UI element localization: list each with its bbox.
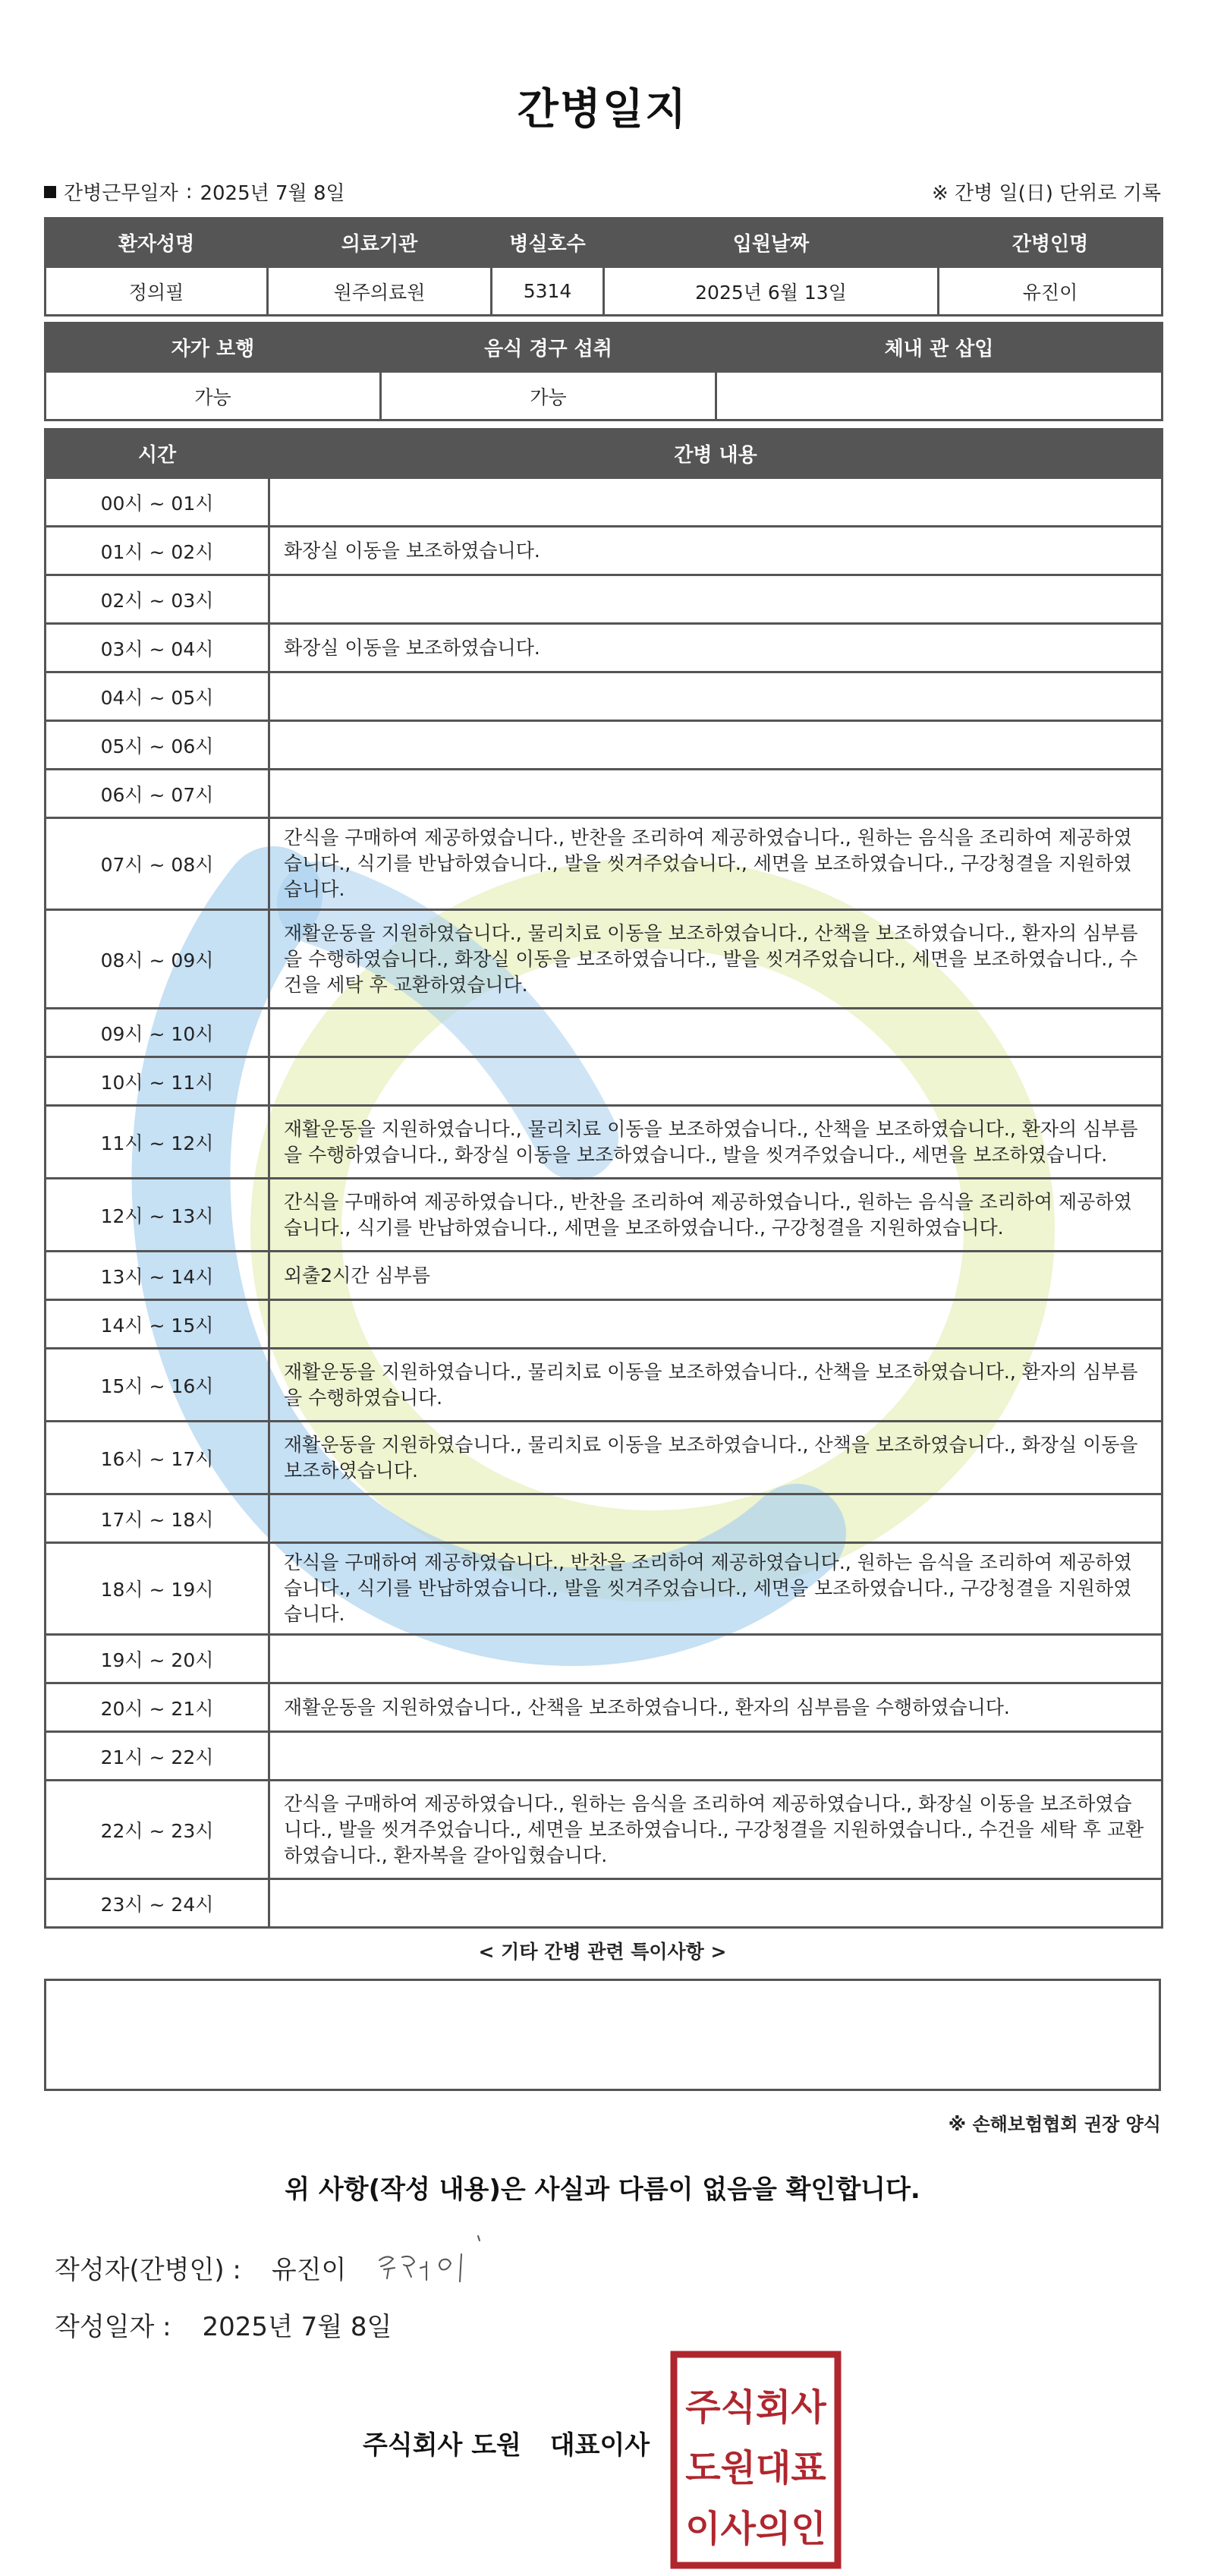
handwritten-signature (372, 2231, 493, 2292)
care-log-row (46, 818, 1163, 910)
header-oral-intake: 음식 경구 섭취 (381, 323, 716, 372)
care-log-time: 11시 ~ 12시 (46, 1106, 269, 1179)
care-log-content (269, 1879, 1163, 1928)
care-log-row (46, 1106, 1163, 1179)
seal-line-1: 주식회사 (685, 2386, 826, 2429)
admission-date: 2025년 6월 13일 (604, 267, 939, 316)
special-notes-label: < 기타 간병 관련 특이사항 > (478, 1941, 727, 1963)
writer-label: 작성자(간병인) : (55, 2255, 241, 2285)
care-log-time: 13시 ~ 14시 (46, 1252, 269, 1300)
care-log-time: 18시 ~ 19시 (46, 1543, 269, 1635)
header-hospital: 의료기관 (268, 219, 492, 267)
header-care-content: 간병 내용 (269, 430, 1163, 478)
care-log-content: 화장실 이동을 보조하였습니다. (269, 624, 1163, 672)
write-date-value: 2025년 7월 8일 (202, 2312, 392, 2342)
work-date-value: 2025년 7월 8일 (200, 182, 345, 205)
care-log-header-row (46, 430, 1163, 478)
document-title: 간병일지 (517, 85, 688, 134)
care-log-content (269, 721, 1163, 770)
care-log-content (269, 575, 1163, 624)
care-log-time: 08시 ~ 09시 (46, 910, 269, 1009)
caregiver-name: 유진이 (939, 267, 1163, 316)
ability-info-table (44, 322, 1163, 421)
care-log-content: 재활운동을 지원하였습니다., 물리치료 이동을 보조하였습니다., 산책을 보조하였습니다., 환자의 심부름을 수행하였습니다. (269, 1349, 1163, 1422)
header-time: 시간 (46, 430, 269, 478)
writer-name: 유진이 (271, 2255, 347, 2285)
care-log-content (269, 1009, 1163, 1057)
care-log-row (46, 1879, 1163, 1928)
room-number: 5314 (492, 267, 604, 316)
patient-name: 정의필 (46, 267, 268, 316)
care-log-content: 재활운동을 지원하였습니다., 물리치료 이동을 보조하였습니다., 산책을 보조하였습니다., 화장실 이동을 보조하였습니다. (269, 1422, 1163, 1494)
care-log-time: 14시 ~ 15시 (46, 1300, 269, 1349)
care-log-content (269, 478, 1163, 527)
care-log-time: 19시 ~ 20시 (46, 1635, 269, 1683)
care-log-content: 재활운동을 지원하였습니다., 물리치료 이동을 보조하였습니다., 산책을 보조하였습니다., 환자의 심부름을 수행하였습니다., 화장실 이동을 보조하였습니다., 발을 씻겨주었습니다., 세면을 보조하였습니다. (269, 1106, 1163, 1179)
care-log-time: 01시 ~ 02시 (46, 527, 269, 575)
care-log-table (44, 428, 1163, 1929)
care-log-row (46, 1683, 1163, 1732)
patient-info-value-row (46, 267, 1163, 316)
care-log-time: 06시 ~ 07시 (46, 770, 269, 818)
work-date-separator: : (185, 180, 193, 203)
care-log-content: 간식을 구매하여 제공하였습니다., 반찬을 조리하여 제공하였습니다., 원하는 음식을 조리하여 제공하였습니다., 식기를 반납하였습니다., 세면을 보조하였습니다., 구강청결을 지원하였습니다. (269, 1179, 1163, 1252)
care-log-body (46, 478, 1163, 1928)
care-log-row (46, 1732, 1163, 1781)
care-log-row (46, 1057, 1163, 1106)
care-log-row (46, 575, 1163, 624)
care-log-time: 07시 ~ 08시 (46, 818, 269, 910)
work-date (44, 178, 345, 206)
seal-line-2: 도원대표 (685, 2447, 826, 2489)
care-log-time: 15시 ~ 16시 (46, 1349, 269, 1422)
care-log-content: 화장실 이동을 보조하였습니다. (269, 527, 1163, 575)
care-log-time: 09시 ~ 10시 (46, 1009, 269, 1057)
header-self-walking: 자가 보행 (46, 323, 381, 372)
care-log-content: 외출2시간 심부름 (269, 1252, 1163, 1300)
care-log-time: 21시 ~ 22시 (46, 1732, 269, 1781)
care-log-content (269, 1057, 1163, 1106)
header-room-number: 병실호수 (492, 219, 604, 267)
bullet-square-icon (44, 186, 56, 198)
write-date-line (55, 2306, 392, 2343)
care-log-row (46, 1009, 1163, 1057)
care-log-time: 02시 ~ 03시 (46, 575, 269, 624)
care-log-content (269, 1300, 1163, 1349)
care-log-row (46, 910, 1163, 1009)
header-patient-name: 환자성명 (46, 219, 268, 267)
care-log-time: 12시 ~ 13시 (46, 1179, 269, 1252)
care-log-row (46, 1781, 1163, 1879)
care-log-time: 17시 ~ 18시 (46, 1494, 269, 1543)
care-log-row (46, 1349, 1163, 1422)
care-log-row (46, 527, 1163, 575)
care-log-time: 20시 ~ 21시 (46, 1683, 269, 1732)
care-log-row (46, 1179, 1163, 1252)
care-log-content (269, 672, 1163, 721)
care-log-time: 22시 ~ 23시 (46, 1781, 269, 1879)
confirmation-statement: 위 사항(작성 내용)은 사실과 다름이 없음을 확인합니다. (285, 2174, 920, 2205)
care-log-row (46, 1300, 1163, 1349)
self-walking-value: 가능 (46, 372, 381, 420)
care-log-row (46, 1635, 1163, 1683)
company-name: 주식회사 도원 (363, 2430, 521, 2461)
seal-line-3: 이사의인 (685, 2508, 826, 2550)
header-caregiver-name: 간병인명 (939, 219, 1163, 267)
company-signature-line (363, 2424, 650, 2461)
care-log-content (269, 1732, 1163, 1781)
care-log-row (46, 1252, 1163, 1300)
care-log-row (46, 770, 1163, 818)
care-log-content: 간식을 구매하여 제공하였습니다., 반찬을 조리하여 제공하였습니다., 원하는 음식을 조리하여 제공하였습니다., 식기를 반납하였습니다., 발을 씻겨주었습니다., 세면을 보조하였습니다., 구강청결을 지원하였습니다. (269, 818, 1163, 910)
hospital-name: 원주의료원 (268, 267, 492, 316)
care-log-time: 05시 ~ 06시 (46, 721, 269, 770)
insurer-recommended-note: ※ 손해보험협회 권장 양식 (948, 2114, 1161, 2135)
record-unit-note: ※ 간병 일(日) 단위로 기록 (931, 182, 1161, 205)
care-log-content: 간식을 구매하여 제공하였습니다., 반찬을 조리하여 제공하였습니다., 원하는 음식을 조리하여 제공하였습니다., 식기를 반납하였습니다., 발을 씻겨주었습니다., 세면을 보조하였습니다., 구강청결을 지원하였습니다. (269, 1543, 1163, 1635)
writer-line (55, 2249, 346, 2286)
tube-insertion-value (716, 372, 1163, 420)
care-log-row (46, 478, 1163, 527)
care-log-content (269, 1635, 1163, 1683)
care-log-row (46, 1543, 1163, 1635)
oral-intake-value: 가능 (381, 372, 716, 420)
ability-value-row (46, 372, 1163, 420)
care-log-time: 04시 ~ 05시 (46, 672, 269, 721)
care-log-row (46, 624, 1163, 672)
write-date-label: 작성일자 : (55, 2312, 171, 2342)
care-log-content (269, 770, 1163, 818)
care-log-content (269, 1494, 1163, 1543)
care-log-time: 23시 ~ 24시 (46, 1879, 269, 1928)
care-log-row (46, 721, 1163, 770)
care-log-row (46, 672, 1163, 721)
special-notes-box (44, 1979, 1161, 2091)
care-log-time: 10시 ~ 11시 (46, 1057, 269, 1106)
care-log-time: 03시 ~ 04시 (46, 624, 269, 672)
company-seal-stamp (669, 2350, 842, 2570)
patient-info-header-row (46, 219, 1163, 267)
header-admission-date: 입원날짜 (604, 219, 939, 267)
care-log-row (46, 1422, 1163, 1494)
representative-title: 대표이사 (549, 2430, 650, 2461)
work-date-label: 간병근무일자 (64, 182, 178, 205)
header-tube-insertion: 체내 관 삽입 (716, 323, 1163, 372)
patient-info-table (44, 217, 1163, 316)
care-log-time: 16시 ~ 17시 (46, 1422, 269, 1494)
care-log-time: 00시 ~ 01시 (46, 478, 269, 527)
care-log-content: 재활운동을 지원하였습니다., 물리치료 이동을 보조하였습니다., 산책을 보조하였습니다., 환자의 심부름을 수행하였습니다., 화장실 이동을 보조하였습니다., 발을 씻겨주었습니다., 세면을 보조하였습니다., 수건을 세탁 후 교환하였습니다. (269, 910, 1163, 1009)
care-log-content: 재활운동을 지원하였습니다., 산책을 보조하였습니다., 환자의 심부름을 수행하였습니다. (269, 1683, 1163, 1732)
care-log-content: 간식을 구매하여 제공하였습니다., 원하는 음식을 조리하여 제공하였습니다., 화장실 이동을 보조하였습니다., 발을 씻겨주었습니다., 세면을 보조하였습니다., 구강청결을 지원하였습니다., 수건을 세탁 후 교환하였습니다., 환자복을 갈아입혔습니다. (269, 1781, 1163, 1879)
ability-header-row (46, 323, 1163, 372)
care-log-row (46, 1494, 1163, 1543)
